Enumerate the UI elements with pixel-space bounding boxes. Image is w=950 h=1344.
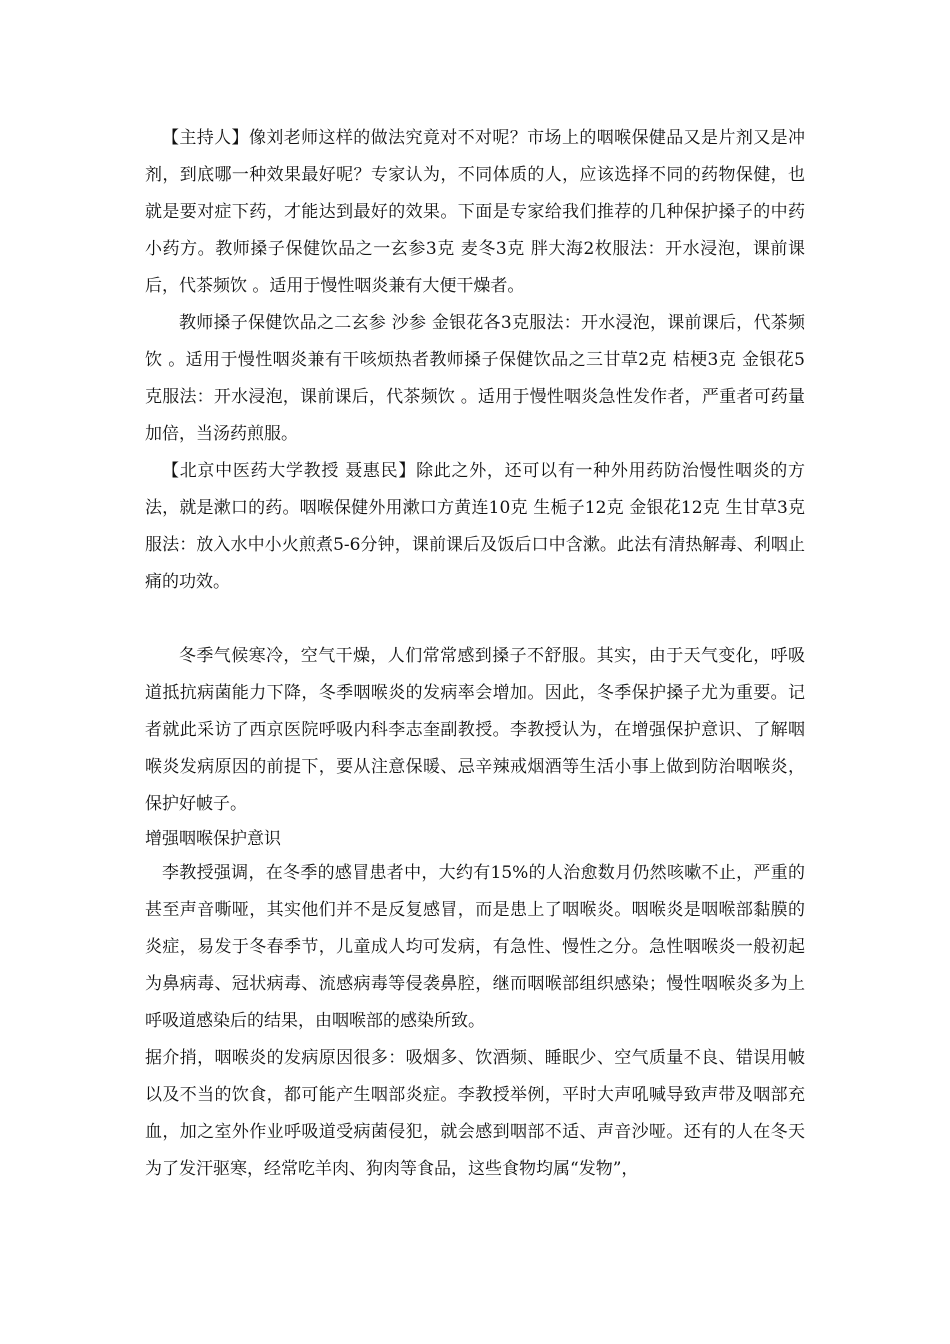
remedy-two-three-paragraph: 教师搡子保健饮品之二玄参 沙参 金银花各3克服法：开水浸泡，课前课后，代茶频饮 。适用于慢性咽炎兼有干咳烦热者教师搡子保健饮品之三甘草2克 桔梗3克 金银花5克服法：开水浸泡，课前课后，代茶频饮 。适用于慢性咽炎急性发作者，严重者可药量加倍，当汤药煎服。 xyxy=(145,313,805,444)
professor-nie-paragraph: 【北京中医药大学教授 聂惠民】除此之外，还可以有一种外用药防治慢性咽炎的方法，就是漱口的药。咽喉保健外用漱口方黄连10克 生栀子12克 金银花12克 生甘草3克服法：放入水中小火煎煮5-6分钟，课前课后及饭后口中含漱。此法有清热解毒、利咽止痛的功效。 xyxy=(145,461,805,592)
section-heading: 增强咽喉保护意识 xyxy=(145,829,281,849)
section-winter-throat-care xyxy=(145,638,805,1188)
section-herbal-remedies xyxy=(145,120,805,601)
professor-li-paragraph: 李教授强调，在冬季的感冒患者中，大约有15%的人治愈数月仍然咳嗽不止，严重的甚至声音嘶哑，其实他们并不是反复感冒，而是患上了咽喉炎。咽喉炎是咽喉部黏膜的炎症，易发于冬春季节，儿童成人均可发病，有急性、慢性之分。急性咽喉炎一般初起为鼻病毒、冠状病毒、流感病毒等侵袭鼻腔，继而咽喉部组织感染；慢性咽喉炎多为上呼吸道感染后的结果，由咽喉部的感染所致。 xyxy=(145,863,805,1031)
winter-intro-paragraph: 冬季气候寒冷，空气干燥，人们常常感到搡子不舒服。其实，由于天气变化，呼吸道抵抗病菌能力下降，冬季咽喉炎的发病率会增加。因此，冬季保护搡子尤为重要。记者就此采访了西京医院呼吸内科李志奎副教授。李教授认为，在增强保护意识、了解咽喉炎发病原因的前提下，要从注意保暖、忌辛辣戒烟酒等生活小事上做到防治咽喉炎，保护好帔子。 xyxy=(145,646,805,814)
host-paragraph: 【主持人】像刘老师这样的做法究竟对不对呢？市场上的咽喉保健品又是片剂又是冲剂，到底哪一种效果最好呢？专家认为，不同体质的人，应该选择不同的药物保健，也就是要对症下药，才能达到最好的效果。下面是专家给我们推荐的几种保护搡子的中药小药方。教师搡子保健饮品之一玄参3克 麦冬3克 胖大海2枚服法：开水浸泡，课前课后，代茶频饮 。适用于慢性咽炎兼有大便干燥者。 xyxy=(145,128,805,296)
causes-paragraph: 据介捎，咽喉炎的发病原因很多：吸烟多、饮酒频、睡眠少、空气质量不良、错误用帔以及不当的饮食，都可能产生咽部炎症。李教授举例，平时大声吼喊导致声带及咽部充血，加之室外作业呼吸道受病菌侵犯，就会感到咽部不适、声音沙哑。还有的人在冬天为了发汗驱寒，经常吃羊肉、狗肉等食品，这些食物均属“发物”， xyxy=(145,1048,805,1179)
